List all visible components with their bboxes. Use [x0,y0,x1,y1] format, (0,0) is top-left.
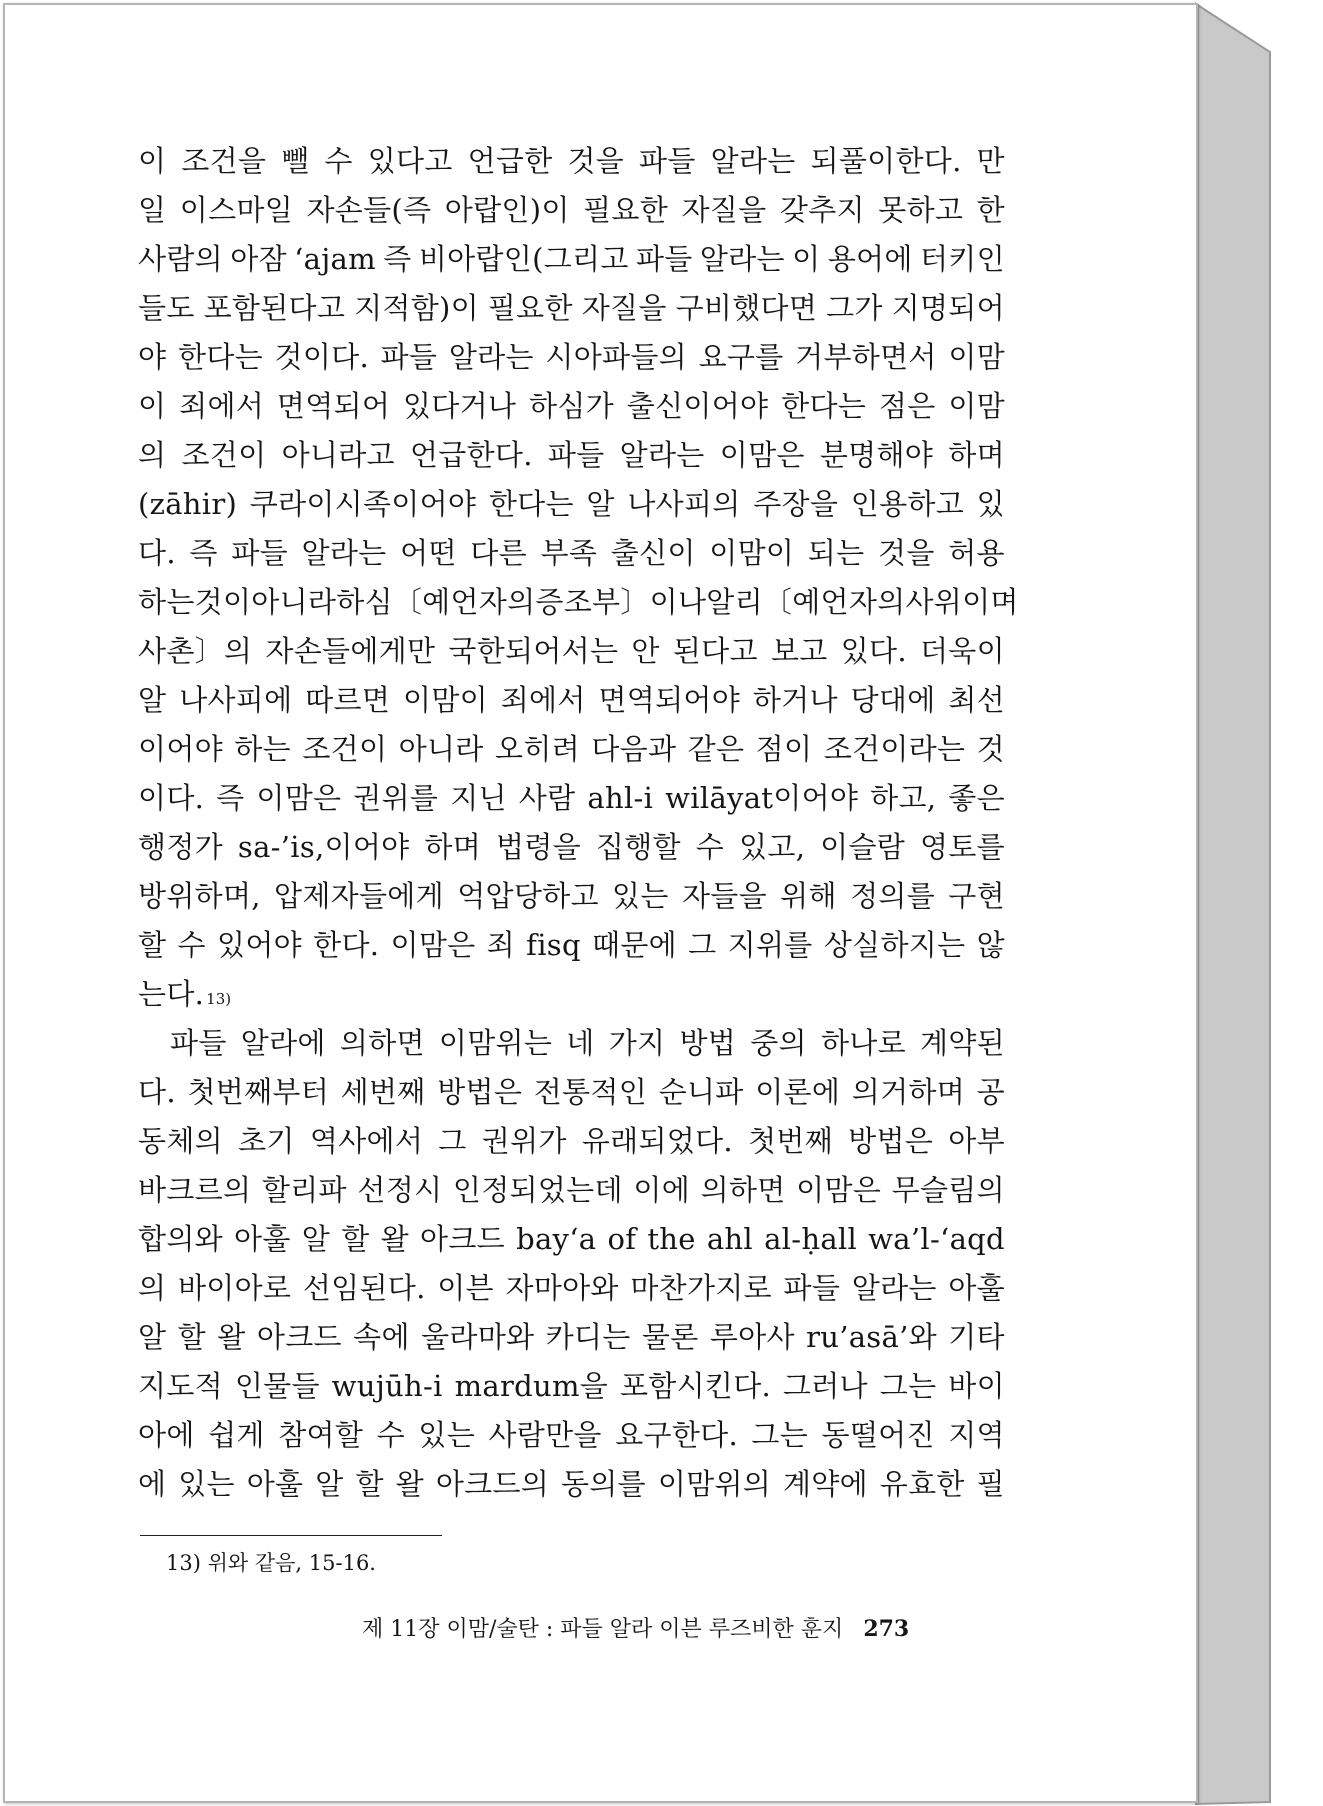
text-line [138,333,1005,382]
word: 아에 [138,1418,195,1452]
word: 들도 [138,291,195,325]
word: 아랍인)이 [444,193,570,227]
word: 안 [631,634,660,668]
word: 행정가 [138,830,223,864]
word: 필요한 [487,291,573,325]
word: 포함된다고 [203,291,346,325]
word: 있어야 [217,928,302,962]
word: 일 [138,193,167,227]
word: 출신이어야 [626,389,769,423]
word: 못하고 [878,193,964,227]
text-line [138,1019,1005,1068]
word: 루아사 [709,1320,795,1354]
word: 터키인 [919,242,1005,276]
word: 되풀이한다. [810,144,962,178]
word: 이에 [633,1173,691,1207]
word: 의거하며 [851,1075,966,1109]
word: 비아랍인(그리고 [418,242,629,276]
word: 마찬가지로 [630,1271,772,1305]
word: 시아파들의 [545,340,687,374]
word: 왈 [217,1320,246,1354]
word: 나사피에 [179,683,293,717]
word: 알라는 [301,536,387,570]
word: al-ḥall [764,1222,858,1256]
paragraph-end-line [138,970,1005,1019]
word: 파들 [380,340,438,374]
word: 알라는 [699,242,785,276]
word: 조건이 [181,438,267,472]
word: 아훌 [948,1271,1005,1305]
word: 같은 [687,732,745,766]
word: 나사피의 [627,487,741,521]
word: 압제자들에게 [274,879,444,913]
word: 뺄 [281,144,310,178]
text-line [138,823,1005,872]
word: 방법 [679,1026,737,1060]
word: 억압당하고 [457,879,599,913]
word: 한다는 [488,487,574,521]
word: the [647,1222,696,1256]
word: 자질을 [581,291,667,325]
word: wilāyat이어야 [665,781,859,815]
word: 이슬람 [820,830,906,864]
word: 있다거나 [402,389,517,423]
word: (zāhir) [138,487,238,521]
word: 네 [566,1026,595,1060]
word: 이 [792,242,821,276]
word: 아훌 [246,1467,304,1501]
word: 자손들(즉 [306,193,432,227]
word: 아잠 [230,242,287,276]
word: 세번째 [340,1075,426,1109]
paragraph-end-text: 는다. [138,977,205,1011]
page-number: 273 [863,1616,910,1642]
text-line [138,480,1005,529]
word: 물론 [641,1320,699,1354]
word: 할 [355,1467,384,1501]
word: 의 [138,1271,167,1305]
word: 것을 [567,144,625,178]
word: 조건이라는 [823,732,966,766]
word: 법령을 [496,830,581,864]
word: 역사에서 [309,1124,424,1158]
word: 점이 [755,732,813,766]
word: 알 [138,1320,167,1354]
word: 집행할 [595,830,681,864]
word: 것이다. [274,340,369,374]
word: 지도적 [138,1369,223,1403]
word: 초기 [238,1124,295,1158]
word: 죄에서 [500,683,586,717]
word: 이맘은 [796,1173,882,1207]
word: 출신이 [610,536,696,570]
word: 포함시킨다. [619,1369,772,1403]
word: 이어야 [138,732,223,766]
word: 계약에 [782,1467,868,1501]
word: ahl-i [587,781,654,815]
body-text [138,137,1019,1509]
word: 그가 [826,291,883,325]
word: 그 [438,1124,467,1158]
word: 속에 [353,1320,410,1354]
word: 이맘은 [390,928,476,962]
word: 지적함)이 [354,291,479,325]
word: 사람 [518,781,576,815]
text-line [138,1362,1005,1411]
word: 다. [138,536,176,570]
word: 때문에 [592,928,677,962]
word: 쿠라이시족이어야 [249,487,477,521]
word: fisq [526,928,581,962]
word: 왈 [380,1222,409,1256]
word: 선정시 [357,1173,443,1207]
word: 권위를 [353,781,439,815]
word: 하심〔예언자의 [336,585,536,619]
word: 알라는 [448,340,534,374]
word: 다. [138,1075,176,1109]
word: 지역 [948,1418,1005,1452]
text-line [138,1117,1005,1166]
word: 파들 [635,242,693,276]
text-line [138,1215,1005,1264]
word: 아부 [948,1124,1005,1158]
footnote: 13) 위와 같음, 15-16. [166,1551,376,1575]
word: 이스마일 [179,193,294,227]
word: 방위하며, [138,879,261,913]
word: 수 [324,144,353,178]
word: 동의를 [560,1467,646,1501]
word: 파들 [639,144,696,178]
word: 수 [376,1418,405,1452]
word: 알라는 [619,438,705,472]
word: 언급한 [467,144,553,178]
word: 조건을 [181,144,267,178]
word: 할 [177,1320,206,1354]
word: sa-’is,이어야 [237,830,410,864]
text-line [138,1313,1005,1362]
word: 사촌〕의 [138,634,253,668]
word: 알리〔예언자의 [706,585,906,619]
text-line [138,529,1005,578]
word: 한다는 [177,340,263,374]
word: 당대에 [850,683,936,717]
word: 파들 [231,536,288,570]
word: 주장을 [753,487,839,521]
word: 따르면 [305,683,391,717]
word: 야 [138,340,167,374]
word: ru’asā’와 [806,1320,937,1354]
word: 이 [138,389,167,423]
word: 지닌 [450,781,507,815]
word: 바이아로 [177,1271,292,1305]
word: 있다. [840,634,907,668]
word: 이맘위의 [657,1467,772,1501]
word: 분명해야 [819,438,934,472]
word: 자손들에게만 [265,634,436,668]
word: 자마아와 [505,1271,619,1305]
word: 하나로 [820,1026,906,1060]
text-line [138,676,1005,725]
word: 기타 [948,1320,1005,1354]
word: 있다고 [367,144,453,178]
word: 언급한다. [409,438,533,472]
text-line [138,1460,1005,1509]
word: 그 [688,928,717,962]
word: 파들 [547,438,605,472]
word: 수 [177,928,206,962]
word: 조건이 [302,732,388,766]
word: 한다. [313,928,380,962]
word: 사람의 [138,242,223,276]
word: 죄에서 [179,389,265,423]
word: 첫번째부터 [187,1075,330,1109]
word: 이맘이 [709,536,795,570]
word: 유효한 [879,1467,965,1501]
text-line [138,382,1005,431]
word: 이론에 [755,1075,841,1109]
word: 된다고 [672,634,758,668]
word: 그는 [879,1369,937,1403]
word: 알 [138,683,167,717]
word: 다른 [470,536,527,570]
word: 의 [138,438,167,472]
word: 허용 [948,536,1005,570]
word: 즉 [216,781,245,815]
word: 것 [976,732,1005,766]
word: 계약된 [920,1026,1005,1060]
word: 아니라 [398,732,484,766]
word: 알 [586,487,615,521]
word: 사위이며 [905,585,1019,619]
word: 수 [695,830,725,864]
text-line [138,1411,1005,1460]
word: 거부하면서 [795,340,937,374]
word: 지명되어 [891,291,1005,325]
word: 용어에 [827,242,913,276]
word: 아크드의 [435,1467,550,1501]
word: 무슬림의 [891,1173,1005,1207]
word: 알라는 [710,144,796,178]
word: 울라마와 [421,1320,535,1354]
word: 아크드 [256,1320,342,1354]
word: 최선 [948,683,1005,717]
word: of [607,1222,637,1256]
text-line [138,1068,1005,1117]
word: 구현 [948,879,1005,913]
word: 가지 [608,1026,666,1060]
word: 아니라고 [281,438,395,472]
word: 아니라 [251,585,337,619]
word: 하는 [138,585,195,619]
text-line [138,774,1005,823]
word: 하거나 [752,683,838,717]
word: 하며 [948,438,1005,472]
word: bay‘a [516,1222,597,1256]
word: 있 [976,487,1005,521]
text-line [138,627,1005,676]
word: wujūh-i [331,1369,443,1403]
word: 이맘위는 [438,1026,553,1060]
word: 방법은 [437,1075,523,1109]
word: 국한되어서는 [448,634,619,668]
word: 파들 [783,1271,841,1305]
word: 것이 [194,585,252,619]
word: 의하면 [339,1026,425,1060]
word: 알 [315,1467,344,1501]
word: 되는 [807,536,865,570]
word: 다음과 [591,732,677,766]
word: 좋은 [948,781,1005,815]
word: 구비했다면 [675,291,818,325]
word: 인정되었는데 [452,1173,623,1207]
word: 알라는 [851,1271,937,1305]
word: 자질을 [681,193,767,227]
word: 오히려 [495,732,580,766]
word: 면역되어야 [598,683,741,717]
word: 첫번째 [748,1124,834,1158]
word: 상실하지는 [823,928,966,962]
word: 즉 [189,536,218,570]
word: 있고, [739,830,806,864]
word: 죄 [486,928,515,962]
word: 더욱이 [919,634,1005,668]
word: 면역되어 [276,389,391,423]
footnote-reference: 13) [206,990,232,1008]
word: 한다는 [781,389,867,423]
word: 만 [976,144,1005,178]
word: 중의 [750,1026,807,1060]
word: 않 [976,928,1005,962]
word: 선임된다. [302,1271,426,1305]
word: 갖추지 [779,193,865,227]
word: 왈 [395,1467,424,1501]
word: 하고, [870,781,937,815]
word: 할 [341,1222,370,1256]
word: 파들 [170,1026,227,1060]
word: 아훌 [234,1222,291,1256]
word: 있는 [178,1467,235,1501]
word: 방법은 [848,1124,934,1158]
word: 그는 [751,1418,809,1452]
word: 바이 [948,1369,1005,1403]
word: 있는 [418,1418,476,1452]
word: 이 [138,144,167,178]
word: 요구를 [698,340,784,374]
word: 필 [976,1467,1005,1501]
word: 카디는 [545,1320,631,1354]
text-line [138,284,1005,333]
word: 할 [138,928,167,962]
word: 점은 [878,389,936,423]
text-line [138,872,1005,921]
word: 할리파 [261,1173,347,1207]
text-line [138,921,1005,970]
word: 하심가 [529,389,614,423]
word: 것을 [878,536,935,570]
text-line [138,186,1005,235]
word: 인물들 [234,1369,320,1403]
word: 이맘이 [402,683,488,717]
word: 공 [976,1075,1005,1109]
word: 필요한 [583,193,669,227]
text-line [138,1166,1005,1215]
word: 그러나 [782,1369,868,1403]
text-line [138,431,1005,480]
word: ahl [706,1222,753,1256]
word: 하며 [424,830,482,864]
word: 아크드 [420,1222,505,1256]
word: 에 [138,1467,167,1501]
word: 이맘은 [719,438,805,472]
word: 의하면 [700,1173,786,1207]
word: wa’l-‘aqd [868,1222,1005,1256]
word: 알라에 [240,1026,326,1060]
chapter-title: 제 11장 이맘/술탄 : 파들 알라 이븐 루즈비한 훈지 [362,1617,844,1642]
word: 위해 [780,879,837,913]
word: 인용하고 [850,487,965,521]
text-line [138,1264,1005,1313]
text-line [138,137,1005,186]
word: 권위가 [481,1124,567,1158]
word: 이다. [138,781,205,815]
footnote-separator [140,1535,442,1536]
word: 보고 [770,634,828,668]
word: 정의를 [850,879,936,913]
word: 하는 [234,732,291,766]
word: 순니파 [658,1075,744,1109]
word: 전통적인 [533,1075,648,1109]
word: 자들을 [681,879,767,913]
word: 영토를 [920,830,1005,864]
text-line [138,725,1005,774]
text-line [138,578,1019,627]
text-line [138,235,1005,284]
word: 동떨어진 [821,1418,935,1452]
word: 사람만을 [488,1418,602,1452]
word: 즉 [383,242,412,276]
word: 한 [976,193,1005,227]
word: 이븐 [437,1271,494,1305]
word: 어떤 [400,536,457,570]
word: 유래되었다. [581,1124,733,1158]
word: ‘ajam [294,242,376,276]
word: 이맘 [948,389,1005,423]
word: 증조부〕이나 [535,585,707,619]
word: 합의와 [138,1222,223,1256]
word: 있는 [612,879,669,913]
word: 지위를 [727,928,813,962]
word: mardum을 [454,1369,609,1403]
word: 부족 [540,536,598,570]
word: 요구한다. [615,1418,738,1452]
word: 알 [301,1222,331,1256]
running-footer [362,1614,909,1645]
word: 이맘은 [256,781,342,815]
word: 참여할 [278,1418,364,1452]
word: 쉽게 [208,1418,265,1452]
word: 이맘 [948,340,1005,374]
word: 동체의 [138,1124,223,1158]
word: 바크르의 [138,1173,252,1207]
